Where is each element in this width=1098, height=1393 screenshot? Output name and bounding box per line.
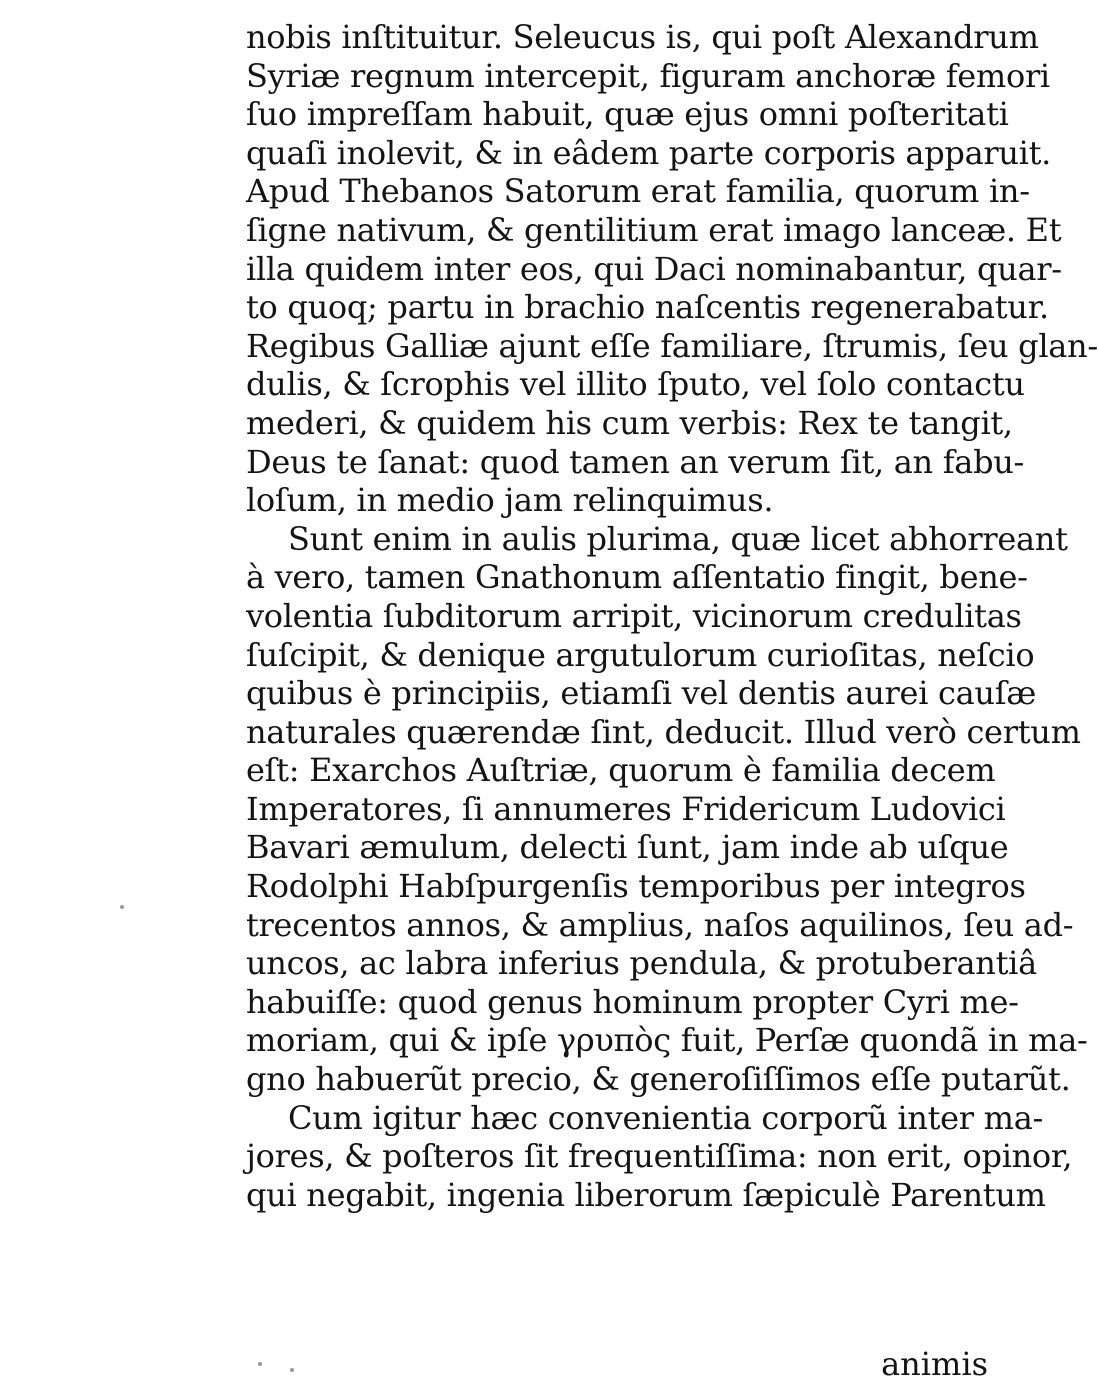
text-line: illa quidem inter eos, qui Daci nominabantur, quar- <box>246 249 1062 288</box>
text-line: jores, & poſteros ſit frequentiſſima: non erit, opinor, <box>246 1137 1073 1176</box>
text-line: Apud Thebanos Satorum erat familia, quorum in- <box>246 172 1030 211</box>
text-line: Syriæ regnum intercepit, figuram anchoræ femori <box>246 56 1050 95</box>
text-line: loſum, in medio jam relinquimus. <box>246 481 774 520</box>
text-line: mederi, & quidem his cum verbis: Rex te tangit, <box>246 403 1013 442</box>
text-line: ſuo impreſſam habuit, quæ ejus omni poſteritati <box>246 95 1009 134</box>
text-line: naturales quærendæ ſint, deducit. Illud verò certum <box>246 712 1081 751</box>
text-line: ſigne nativum, & gentilitium erat imago lanceæ. Et <box>246 210 1062 249</box>
text-line: quaſi inolevit, & in eâdem parte corporis apparuit. <box>246 133 1052 172</box>
text-line: quibus è principiis, etiamſi vel dentis aurei cauſæ <box>246 674 1037 713</box>
text-line: to quoq; partu in brachio naſcentis regenerabatur. <box>246 288 1049 327</box>
paper-speck <box>120 905 124 909</box>
text-line: Imperatores, ſi annumeres Fridericum Ludovici <box>246 789 1006 828</box>
text-line: moriam, qui & ipſe γρυπὸς fuit, Perſæ quondã in ma- <box>246 1021 1088 1060</box>
text-line: ſuſcipit, & denique argutulorum curioſitas, neſcio <box>246 635 1035 674</box>
body-text <box>246 18 1098 1214</box>
text-line: nobis inſtituitur. Seleucus is, qui poſt Alexandrum <box>246 18 1039 56</box>
paper-speck <box>258 1362 262 1366</box>
text-line: dulis, & ſcrophis vel illito ſputo, vel ſolo contactu <box>246 365 1025 404</box>
text-line: à vero, tamen Gnathonum aſſentatio fingit, bene- <box>246 558 1028 597</box>
text-line: volentia ſubditorum arripit, vicinorum credulitas <box>246 596 1022 635</box>
text-line: habuiſſe: quod genus hominum propter Cyri me- <box>246 982 1019 1021</box>
text-line: Cum igitur hæc convenientia corporũ inter ma- <box>288 1098 1043 1137</box>
text-line: Regibus Galliæ ajunt eſſe familiare, ſtrumis, ſeu glan- <box>246 326 1098 365</box>
text-line: Rodolphi Habſpurgenſis temporibus per integros <box>246 867 1026 906</box>
text-line: eſt: Exarchos Auſtriæ, quorum è familia decem <box>246 751 996 790</box>
text-line: gno habuerũt precio, & generoſiſſimos eſſe putarũt. <box>246 1060 1071 1099</box>
text-line: Sunt enim in aulis plurima, quæ licet abhorreant <box>288 519 1068 558</box>
catchword: animis <box>881 1345 988 1383</box>
text-line: trecentos annos, & amplius, naſos aquilinos, ſeu ad- <box>246 905 1074 944</box>
text-line: Bavari æmulum, delecti ſunt, jam inde ab uſque <box>246 828 1009 867</box>
paper-speck <box>290 1368 294 1372</box>
text-line: uncos, ac labra inferius pendula, & protuberantiâ <box>246 944 1037 983</box>
text-line: Deus te ſanat: quod tamen an verum ſit, an fabu- <box>246 442 1025 481</box>
text-line: qui negabit, ingenia liberorum ſæpiculè Parentum <box>246 1175 1046 1214</box>
